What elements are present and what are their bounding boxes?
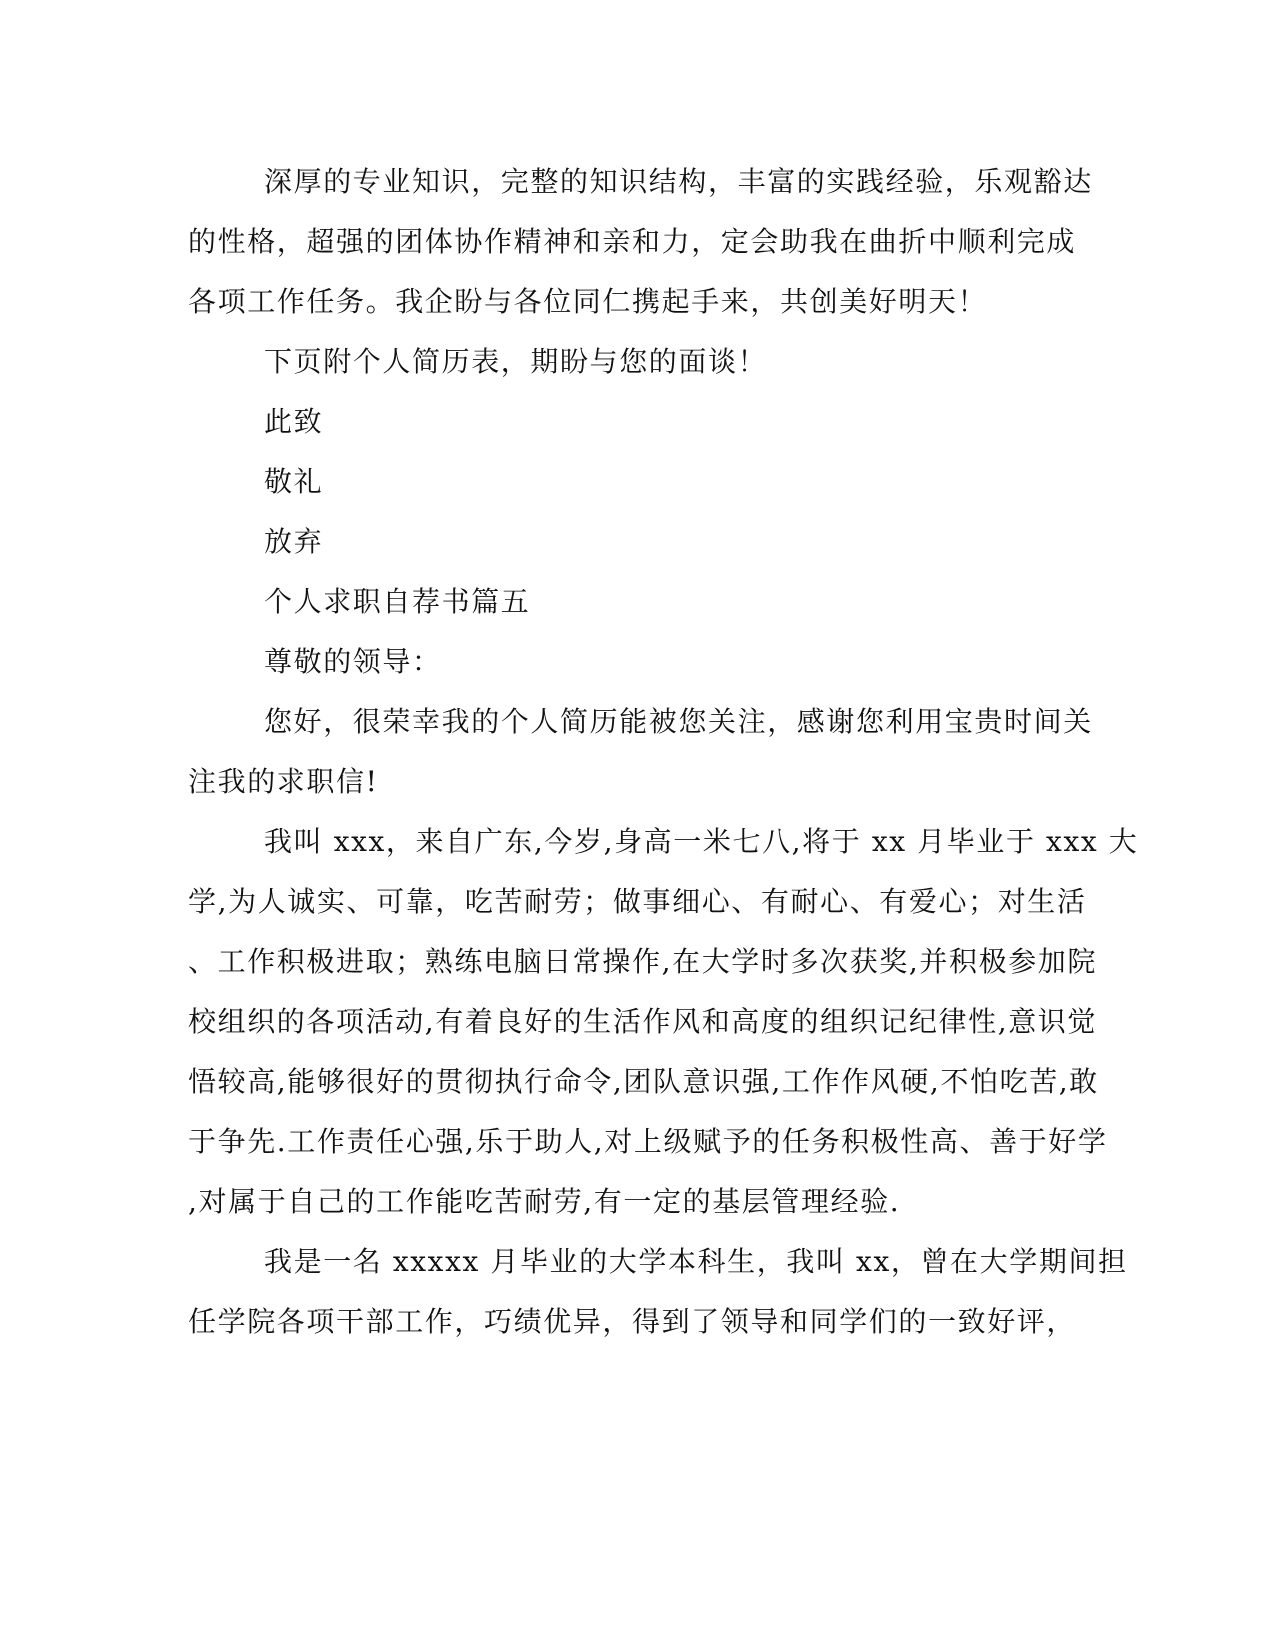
paragraph-line: 深厚的专业知识，完整的知识结构，丰富的实践经验，乐观豁达 [264,165,1093,198]
paragraph-line: 注我的求职信! [188,765,379,798]
paragraph-line: 我叫 xxx，来自广东,今岁,身高一米七八,将于 xx 月毕业于 xxx 大 [264,825,1139,858]
paragraph-line: 校组织的各项活动,有着良好的生活作风和高度的组织记纪律性,意识觉 [188,1005,1098,1038]
paragraph-line: 悟较高,能够很好的贯彻执行命令,团队意识强,工作作风硬,不怕吃苦,敢 [188,1065,1099,1098]
paragraph-line: 学,为人诚实、可靠，吃苦耐劳；做事细心、有耐心、有爱心；对生活 [188,885,1087,918]
salutation: 尊敬的领导： [264,645,442,678]
paragraph-line: 、工作积极进取；熟练电脑日常操作,在大学时多次获奖,并积极参加院 [188,945,1098,978]
paragraph-line: 我是一名 xxxxx 月毕业的大学本科生，我叫 xx，曾在大学期间担 [264,1245,1128,1278]
signature: 放弃 [264,525,324,558]
closing-line: 敬礼 [264,465,324,498]
document-body [188,152,1139,1352]
section-title: 个人求职自荐书篇五 [264,585,531,618]
paragraph-line: 任学院各项干部工作，巧绩优异，得到了领导和同学们的一致好评， [188,1305,1077,1338]
paragraph-line: ,对属于自己的工作能吃苦耐劳,有一定的基层管理经验. [188,1185,901,1218]
paragraph-line: 您好，很荣幸我的个人简历能被您关注，感谢您利用宝贵时间关 [264,705,1093,738]
paragraph-line: 的性格，超强的团体协作精神和亲和力，定会助我在曲折中顺利完成 [188,225,1077,258]
attachment-note: 下页附个人简历表，期盼与您的面谈！ [264,345,768,378]
paragraph-line: 于争先.工作责任心强,乐于助人,对上级赋予的任务积极性高、善于好学 [188,1125,1108,1158]
closing-line: 此致 [264,405,324,438]
paragraph-line: 各项工作任务。我企盼与各位同仁携起手来，共创美好明天！ [188,285,988,318]
